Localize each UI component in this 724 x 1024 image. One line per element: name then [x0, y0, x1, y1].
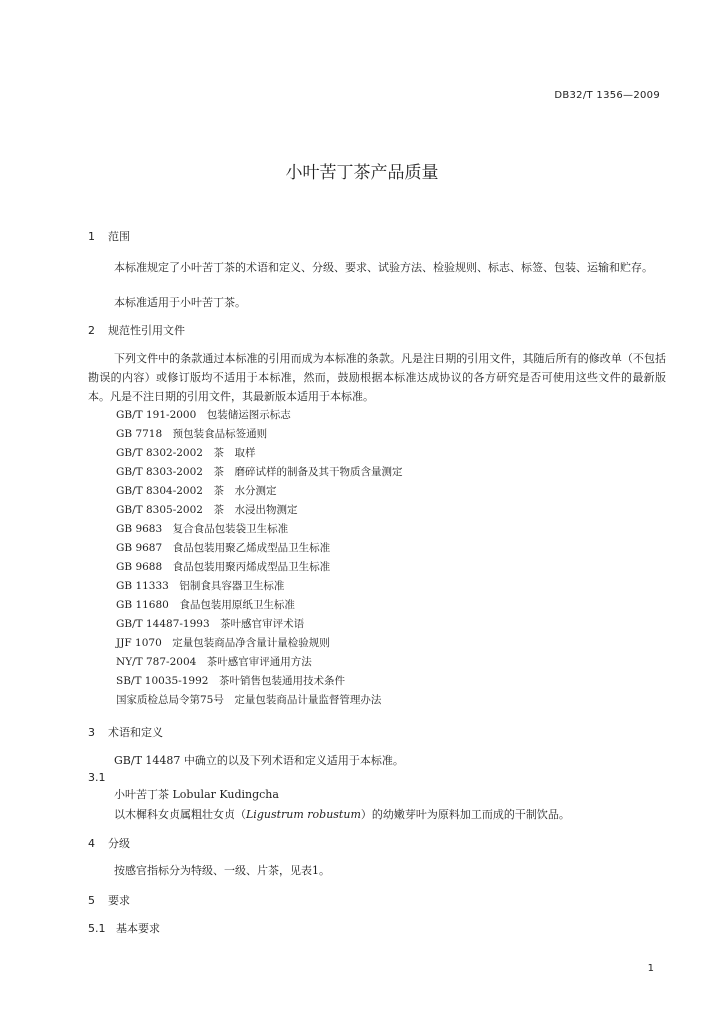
reference-item: GB 9683 复合食品包装袋卫生标准: [116, 523, 289, 535]
section-number: 5.1: [88, 922, 106, 935]
section-number: 4: [88, 837, 95, 850]
section-number: 2: [88, 324, 95, 337]
reference-item: GB/T 8304-2002 茶 水分测定: [116, 485, 277, 497]
term-name: 小叶苦丁茶 Lobular Kudingcha: [114, 788, 279, 801]
reference-item: GB 7718 预包装食品标签通则: [116, 428, 268, 440]
section-number: 3: [88, 726, 95, 739]
definition-text: ）的幼嫩芽叶为原料加工而成的干制饮品。: [360, 808, 570, 821]
reference-item: GB 11680 食品包装用原纸卫生标准: [116, 599, 295, 611]
section-title: 范围: [108, 230, 130, 243]
reference-item: 国家质检总局令第75号 定量包装商品计量监督管理办法: [116, 694, 382, 706]
term-definition: [114, 806, 570, 822]
section-1-paragraph-2: 本标准适用于小叶苦丁茶。: [114, 296, 246, 309]
section-5-heading: [88, 892, 130, 908]
reference-item: NY/T 787-2004 茶叶感官审评通用方法: [116, 656, 312, 668]
section-title: 术语和定义: [108, 726, 163, 739]
reference-item: GB 9687 食品包装用聚乙烯成型品卫生标准: [116, 542, 331, 554]
section-number: 1: [88, 230, 95, 243]
section-3-heading: [88, 724, 163, 740]
normative-references-list: [116, 406, 402, 710]
section-4-heading: [88, 835, 130, 851]
section-number: 5: [88, 894, 95, 907]
subsection-number: 3.1: [88, 771, 106, 784]
reference-item: GB/T 8303-2002 茶 磨碎试样的制备及其干物质含量测定: [116, 466, 403, 478]
definition-text: 以木樨科女贞属粗壮女贞（: [114, 808, 246, 821]
section-1-heading: [88, 228, 130, 244]
section-title: 基本要求: [116, 922, 160, 935]
reference-item: GB 11333 铝制食具容器卫生标准: [116, 580, 285, 592]
section-title: 分级: [108, 837, 130, 850]
reference-item: SB/T 10035-1992 茶叶销售包装通用技术条件: [116, 675, 345, 687]
section-3-paragraph-1: GB/T 14487 中确立的以及下列术语和定义适用于本标准。: [114, 754, 404, 767]
reference-item: GB 9688 食品包装用聚丙烯成型品卫生标准: [116, 561, 331, 573]
reference-item: GB/T 8302-2002 茶 取样: [116, 447, 256, 459]
standard-code: DB32/T 1356—2009: [554, 90, 660, 101]
section-title: 规范性引用文件: [108, 324, 185, 337]
reference-item: GB/T 14487-1993 茶叶感官审评术语: [116, 618, 305, 630]
section-4-paragraph-1: 按感官指标分为特级、一级、片茶，见表1。: [114, 864, 330, 877]
section-2-paragraph-1: 下列文件中的条款通过本标准的引用而成为本标准的条款。凡是注日期的引用文件，其随后所有的修改单（不包括勘误的内容）或修订版均不适用于本标准，然而，鼓励根据本标准达成协议的各方研究是否可使用这些文件的最新版本。凡是不注日期的引用文件，其最新版本适用于本标准。: [88, 352, 666, 403]
reference-item: JJF 1070 定量包装商品净含量计量检验规则: [116, 637, 330, 649]
section-1-paragraph-1: 本标准规定了小叶苦丁茶的术语和定义、分级、要求、试验方法、检验规则、标志、标签、包装、运输和贮存。: [114, 261, 653, 274]
latin-species-name: Ligustrum robustum: [246, 808, 361, 821]
reference-item: GB/T 191-2000 包装储运图示标志: [116, 409, 291, 421]
reference-item: GB/T 8305-2002 茶 水浸出物测定: [116, 504, 298, 516]
section-2-heading: [88, 322, 185, 338]
section-title: 要求: [108, 894, 130, 907]
document-title: 小叶苦丁茶产品质量: [285, 163, 439, 183]
section-5-1-heading: [88, 920, 160, 936]
page-number: 1: [647, 963, 654, 974]
